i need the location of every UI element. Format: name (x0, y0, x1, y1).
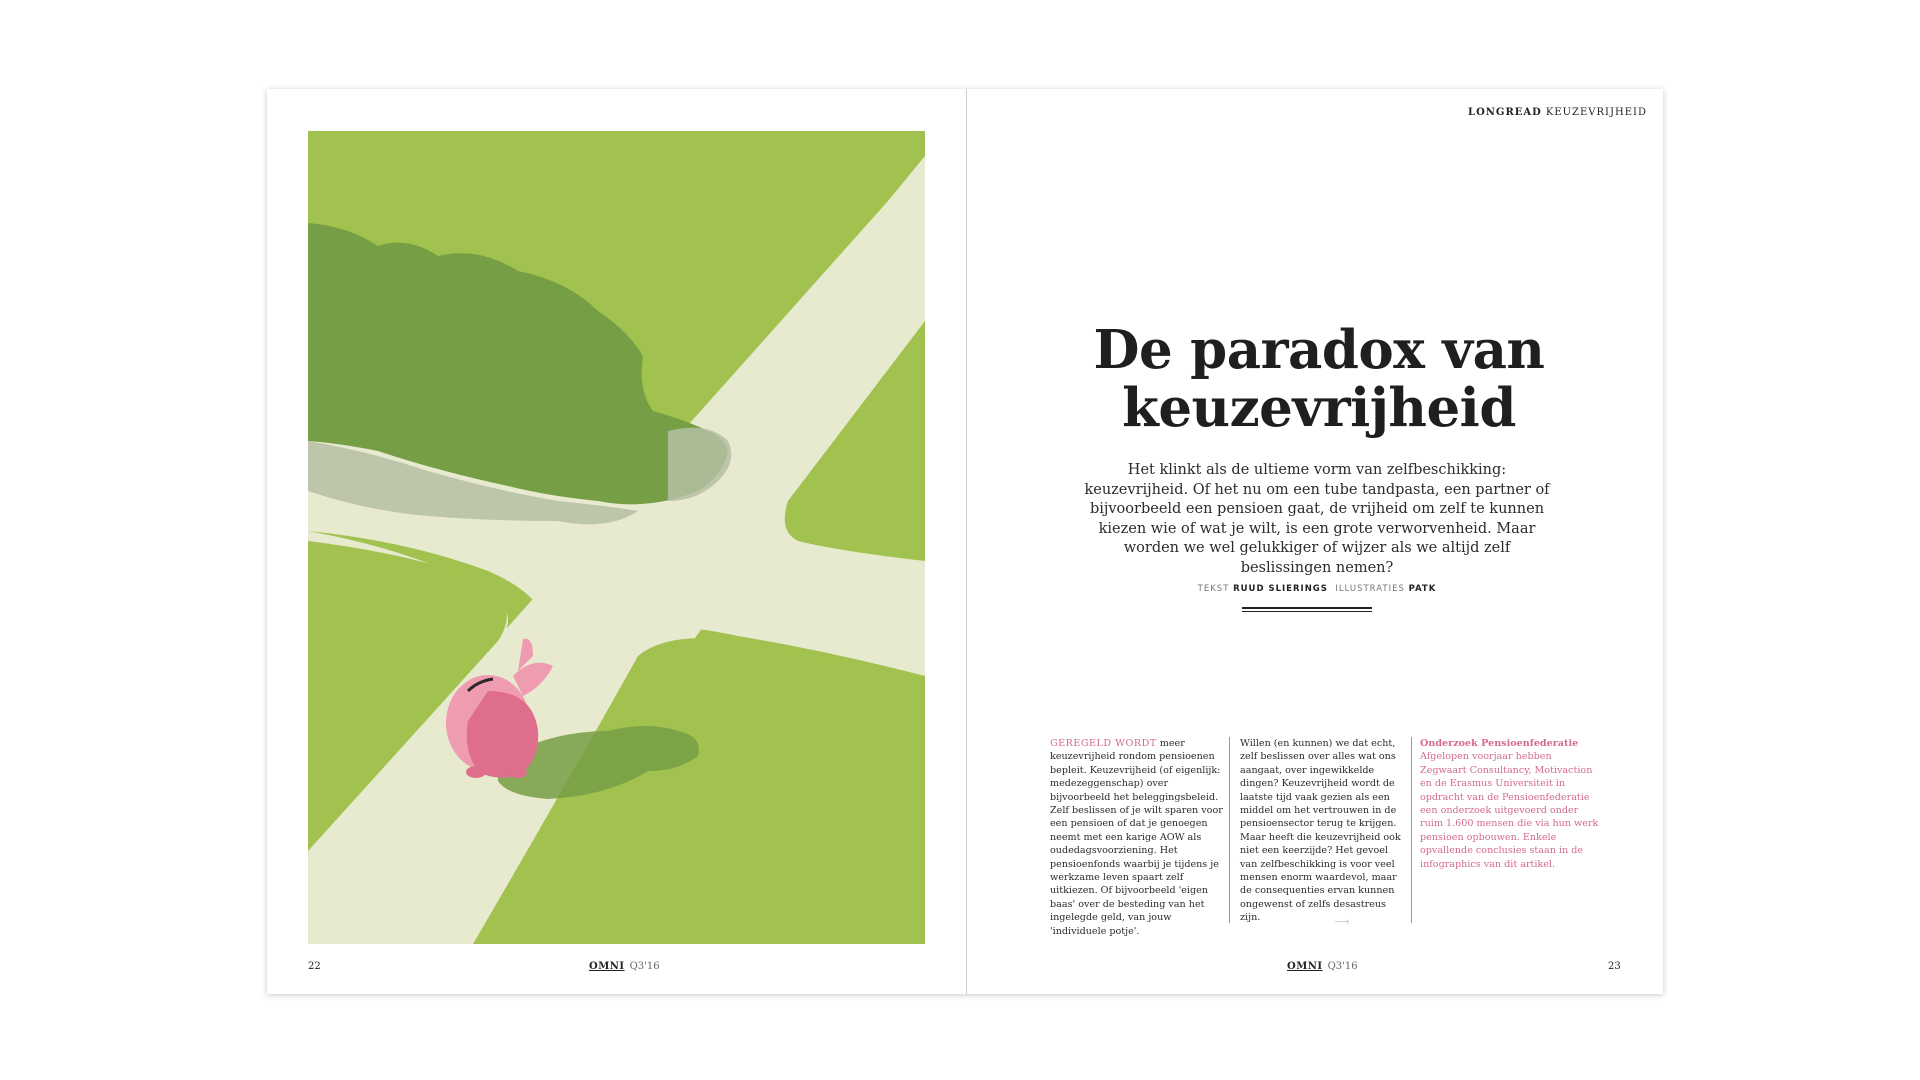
sidebar-title: Onderzoek Pensioenfederatie (1420, 738, 1579, 749)
footer-issue-right: Q3'16 (1327, 961, 1358, 972)
body-column-1 (1050, 737, 1228, 938)
magazine-spread (267, 89, 1663, 994)
topic-label: KEUZEVRIJHEID (1545, 107, 1647, 118)
divider-rule-thin (1242, 611, 1372, 612)
credit-text-label: TEKST (1197, 584, 1230, 594)
footer-brand-right: OMNI (1287, 961, 1323, 972)
article-credits (1083, 584, 1551, 594)
page-number-right: 23 (1608, 961, 1621, 972)
credit-author: RUUD SLIERINGS (1233, 584, 1328, 594)
body-column-2: Willen (en kunnen) we dat echt, zelf beslissen over alles wat ons aangaat, over ingewikkelde dingen? Keuzevrijheid wordt de laatste tijd vaak gezien als een middel om het vertrouwen in de pensioensector terug te krijgen. Maar heeft die keuzevrijheid ook niet een keerzijde? Het gevoel van zelfbeschikking is voor veel mensen enorm waardevol, maar de consequenties ervan kunnen ongewenst of zelfs desastreus zijn. (1229, 737, 1408, 923)
headline-line-2: keuzevrijheid (1122, 377, 1516, 439)
piggy-bank-crossroads-illustration (308, 131, 925, 944)
sidebar-box (1411, 737, 1600, 923)
footer-brand: OMNI (589, 961, 625, 972)
column-kicker: GEREGELD WORDT (1050, 738, 1157, 749)
sidebar-text: Afgelopen voorjaar hebben Zegwaart Consultancy, Motivaction en de Erasmus Universiteit in opdracht van de Pensioenfederatie een onderzoek uitgevoerd onder ruim 1.600 mensen die via hun werk pensioen opbouwen. Enkele opvallende conclusies staan in de infographics van dit artikel. (1420, 751, 1599, 870)
article-headline (1059, 321, 1579, 437)
footer-left (589, 961, 660, 972)
illustration-svg (308, 131, 925, 944)
credit-illustrator: PATK (1408, 584, 1437, 594)
page-number-left: 22 (308, 961, 321, 972)
section-label: LONGREAD (1468, 107, 1542, 118)
article-lead: Het klinkt als de ultieme vorm van zelfbeschikking: keuzevrijheid. Of het nu om een tube tandpasta, een partner of bijvoorbeeld een pensioen gaat, de vrijheid om zelf te kunnen kiezen wie of wat je wilt, is een grote verworvenheid. Maar worden we wel gelukkiger of wijzer als we altijd zelf beslissingen nemen? (1084, 462, 1550, 576)
page-gutter (966, 89, 967, 994)
continue-arrow-icon: ⟶ (1334, 915, 1350, 928)
footer-issue: Q3'16 (629, 961, 660, 972)
divider-rule (1242, 607, 1372, 609)
section-header (1327, 107, 1647, 118)
footer-right (1287, 961, 1358, 972)
headline-line-1: De paradox van (1093, 319, 1545, 381)
column-1-text: meer keuzevrijheid rondom pensioenen bepleit. Keuzevrijheid (of eigenlijk: medezeggenschap) over bijvoorbeeld het beleggingsbeleid. Zelf beslissen of je wilt sparen voor een pensioen of dat je genoegen neemt met een karige AOW als oudedagsvoorziening. Het pensioenfonds waarbij je tijdens je werkzame leven spaart zelf uitkiezen. Of bijvoorbeeld 'eigen baas' over de besteding van het ingelegde geld, van jouw 'individuele potje'. (1050, 738, 1223, 937)
credit-illustration-label: ILLUSTRATIES (1335, 584, 1405, 594)
